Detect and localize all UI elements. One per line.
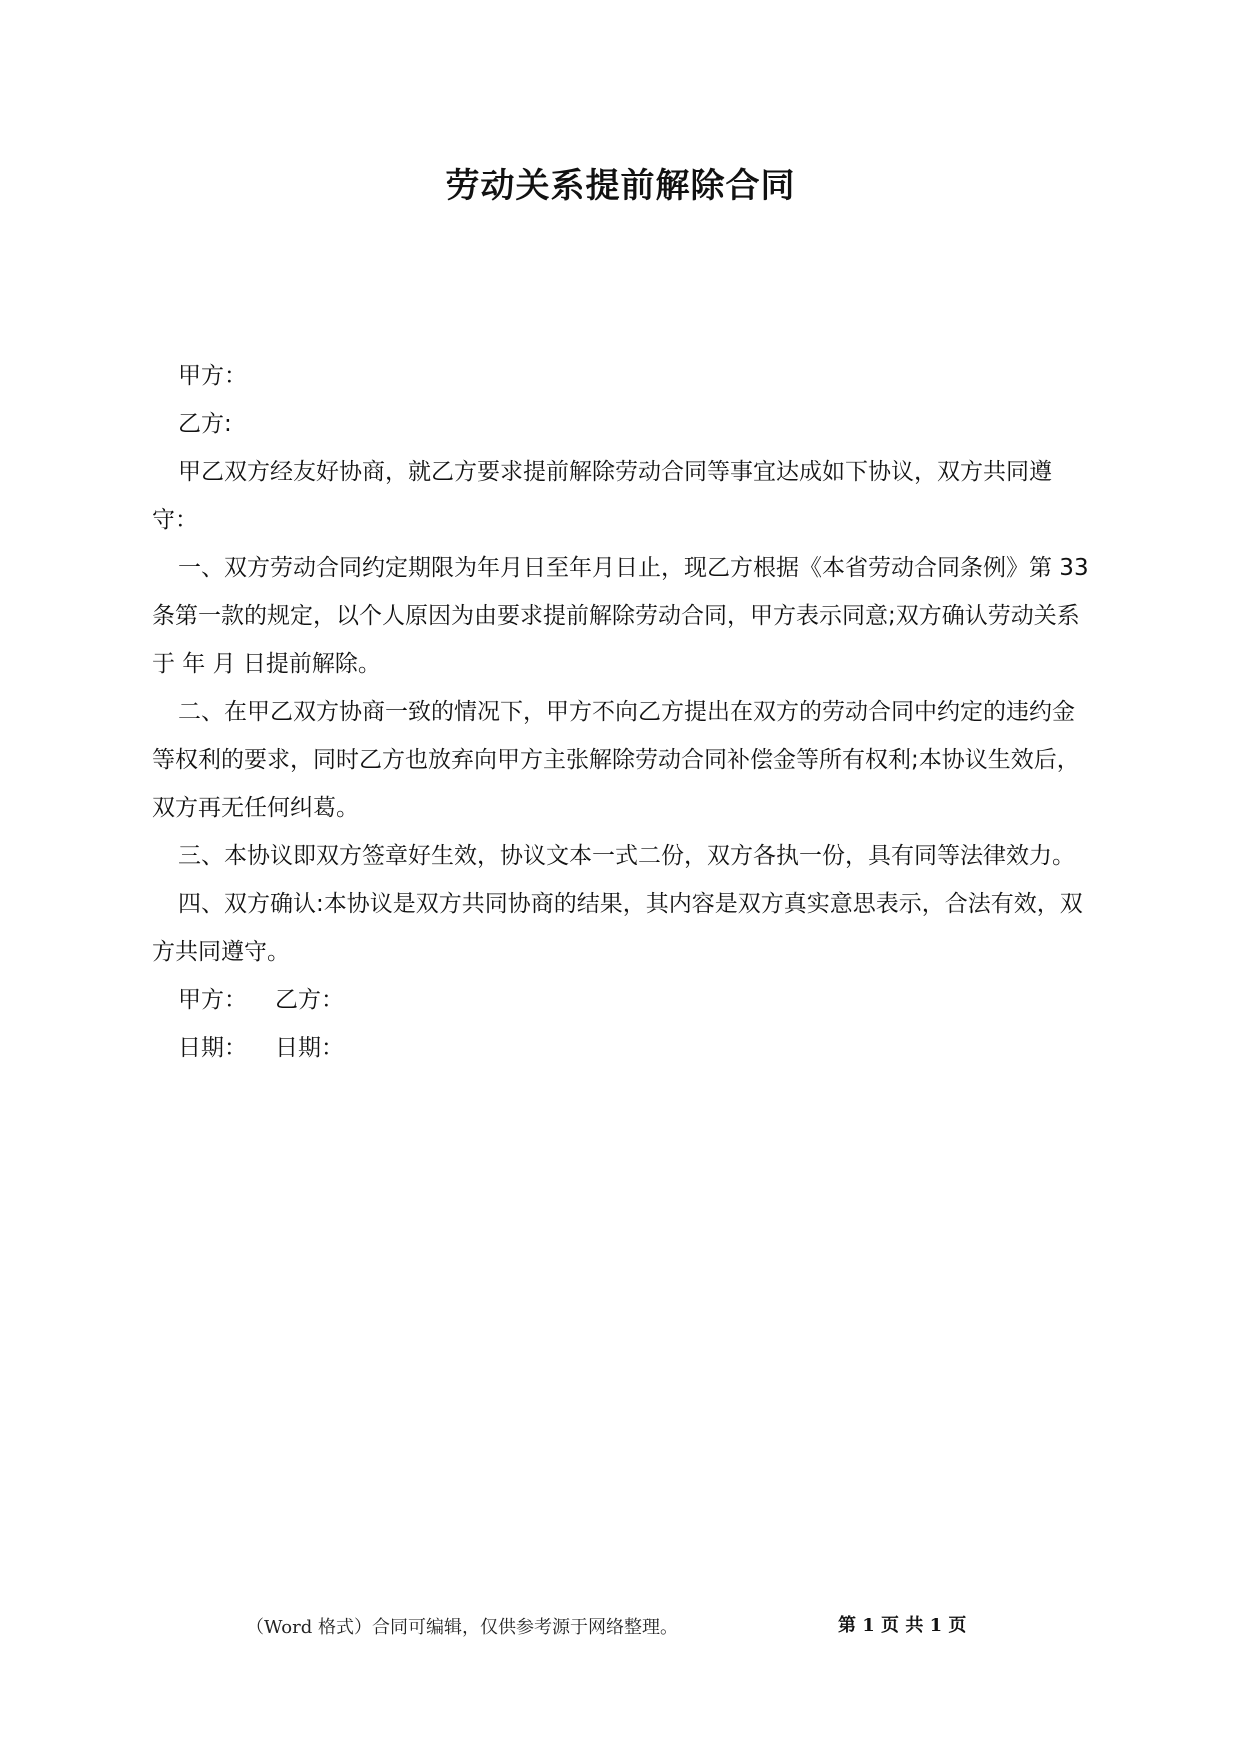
party-b-label: 乙方: — [178, 411, 232, 437]
signature-party-a: 甲方： — [178, 987, 247, 1013]
document-body — [152, 352, 1090, 1072]
clause-4: 四、双方确认:本协议是双方共同协商的结果，其内容是双方真实意思表示，合法有效，双方共同遵守。 — [152, 891, 1083, 965]
intro-paragraph: 甲乙双方经友好协商，就乙方要求提前解除劳动合同等事宜达成如下协议，双方共同遵守： — [152, 459, 1052, 533]
document-title: 劳动关系提前解除合同 — [445, 166, 796, 206]
signature-party-b: 乙方： — [275, 987, 344, 1013]
signature-line — [152, 976, 1090, 1024]
date-party-a: 日期： — [178, 1035, 247, 1061]
footer-note: （Word 格式）合同可编辑，仅供参考源于网络整理。 — [246, 1617, 678, 1638]
clause-1: 一、双方劳动合同约定期限为年月日至年月日止，现乙方根据《本省劳动合同条例》第 33 条第一款的规定，以个人原因为由要求提前解除劳动合同，甲方表示同意;双方确认劳动关系于 年 月 日提前解除。 — [152, 555, 1089, 677]
date-line — [152, 1024, 1090, 1072]
clause-3: 三、本协议即双方签章好生效，协议文本一式二份，双方各执一份，具有同等法律效力。 — [178, 843, 1075, 869]
clause-2: 二、在甲乙双方协商一致的情况下，甲方不向乙方提出在双方的劳动合同中约定的违约金等权利的要求，同时乙方也放弃向甲方主张解除劳动合同补偿金等所有权利;本协议生效后，双方再无任何纠葛。 — [152, 699, 1080, 821]
date-party-b: 日期： — [275, 1035, 344, 1061]
footer-page-number: 第 1 页 共 1 页 — [838, 1615, 967, 1636]
party-a-label: 甲方： — [178, 363, 247, 389]
